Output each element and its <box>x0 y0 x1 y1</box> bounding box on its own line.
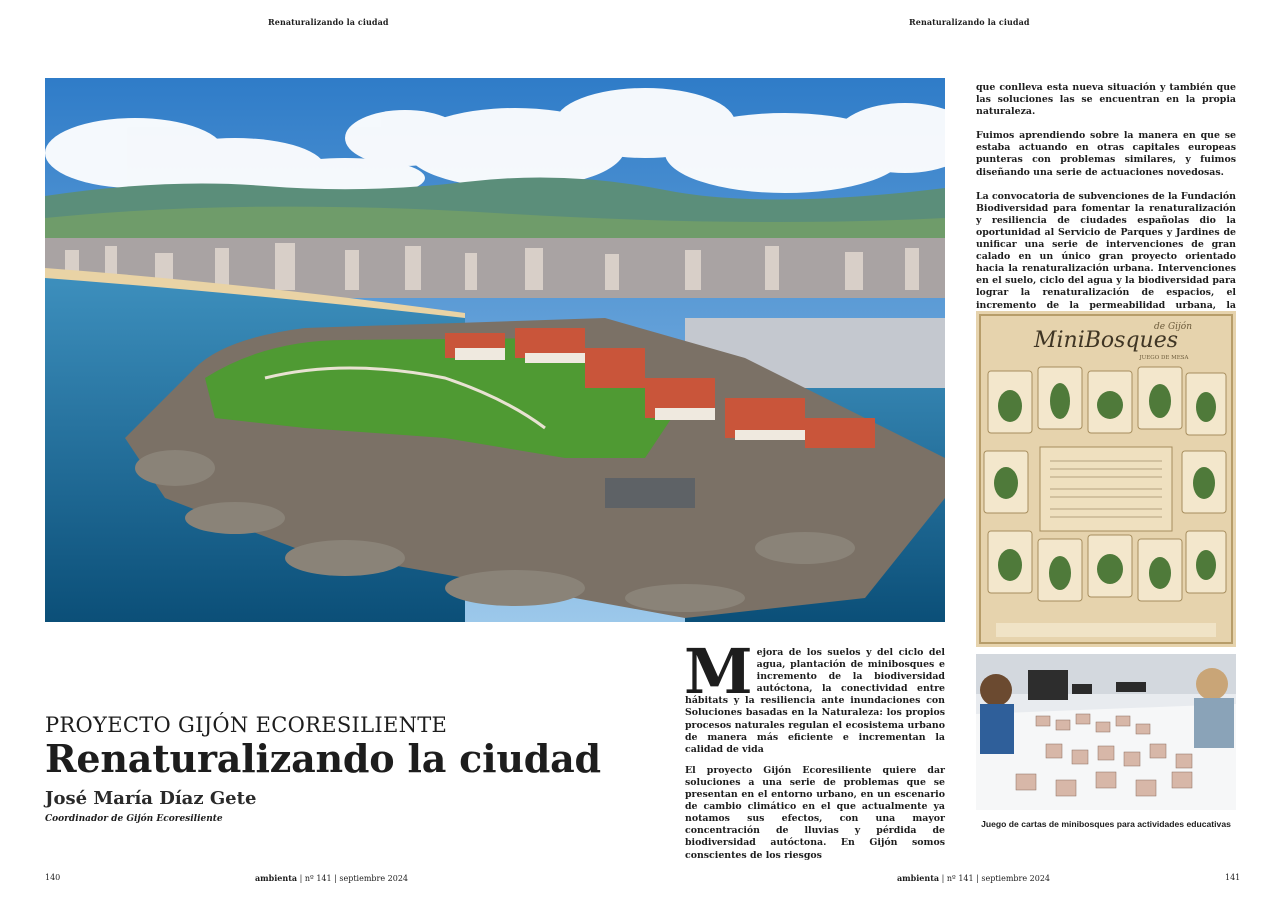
footer-right <box>897 873 1050 883</box>
screen <box>1028 670 1068 700</box>
game-illustration <box>976 311 1236 647</box>
hero-illustration <box>45 78 945 622</box>
page-number-left: 140 <box>45 873 61 882</box>
lead-text: ejora de los suelos y del ciclo del agua, plantación de minibosques e incremento de la biodiversidad autóctona, la conectividad entre hábitats y la resiliencia ante inundaciones con Soluciones basadas en la Naturaleza: los propios procesos naturales regulan el ecosistema urbano de manera más eficiente e incrementan la calidad de vida <box>685 647 945 755</box>
body-paragraph: La convocatoria de subvenciones de la Fundación Biodiversidad para fomentar la renaturalización y resiliencia de ciudades españolas dio la oportunidad al Servicio de Parques y Jardines de unificar una serie de intervenciones de gran calado en un único gran proyecto orientado hacia la renaturalización urbana. Intervenciones en el suelo, ciclo del agua y la biodiversidad para lograr la renaturalización de espacios, el incremento de la permeabilidad urbana, la <box>976 190 1236 311</box>
running-head-right: Renaturalizando la ciudad <box>909 17 1030 27</box>
body-column-middle <box>684 635 945 871</box>
sponsor-logos-strip <box>996 623 1216 637</box>
body-paragraph: Fuimos aprendiendo sobre la manera en que se estaba actuando en otras capitales europeas punteras con problemas similares, y fuimos diseñando una serie de actuaciones novedosas. <box>976 130 1236 178</box>
article-author: José María Díaz Gete <box>45 788 257 809</box>
game-title: MiniBosques <box>1033 328 1179 353</box>
footer-left <box>255 873 408 883</box>
author-role: Coordinador de Gijón Ecoresiliente <box>45 814 223 824</box>
magazine-name: ambienta <box>897 873 940 883</box>
photo-caption: Juego de cartas de minibosques para actividades educativas <box>981 819 1231 829</box>
lead-paragraph <box>684 635 945 756</box>
hero-aerial-photo <box>45 78 945 622</box>
child-right <box>1196 668 1228 700</box>
body-paragraph: El proyecto Gijón Ecoresiliente quiere dar soluciones a una serie de problemas que se presentan en el entorno urbano, en un escenario de cambio climático en el que actualmente ya notamos sus efectos, con una mayor concentración de lluvias y pérdida de biodiversidad autóctona. En Gijón somos conscientes de los riesgos <box>685 764 945 861</box>
game-subtitle-small: de Gijón <box>1154 322 1193 332</box>
article-kicker: PROYECTO GIJÓN ECORESILIENTE <box>45 713 448 737</box>
kids-illustration <box>976 654 1236 810</box>
game-tagline: JUEGO DE MESA <box>1139 355 1189 361</box>
article-title: Renaturalizando la ciudad <box>45 736 601 781</box>
body-column-right <box>976 82 1236 348</box>
body-paragraph: que conlleva esta nueva situación y también que las soluciones las se encuentran en la propia naturaleza. <box>976 82 1236 118</box>
child-left <box>980 674 1012 706</box>
kids-playing-photo <box>976 654 1236 810</box>
minibosques-game-photo <box>976 311 1236 647</box>
issue-info: | nº 141 | septiembre 2024 <box>941 874 1051 883</box>
magazine-name: ambienta <box>255 873 298 883</box>
drop-cap: M <box>684 635 753 708</box>
running-head-left: Renaturalizando la ciudad <box>268 17 389 27</box>
issue-info: | nº 141 | septiembre 2024 <box>299 874 409 883</box>
page-number-right: 141 <box>1225 873 1241 882</box>
